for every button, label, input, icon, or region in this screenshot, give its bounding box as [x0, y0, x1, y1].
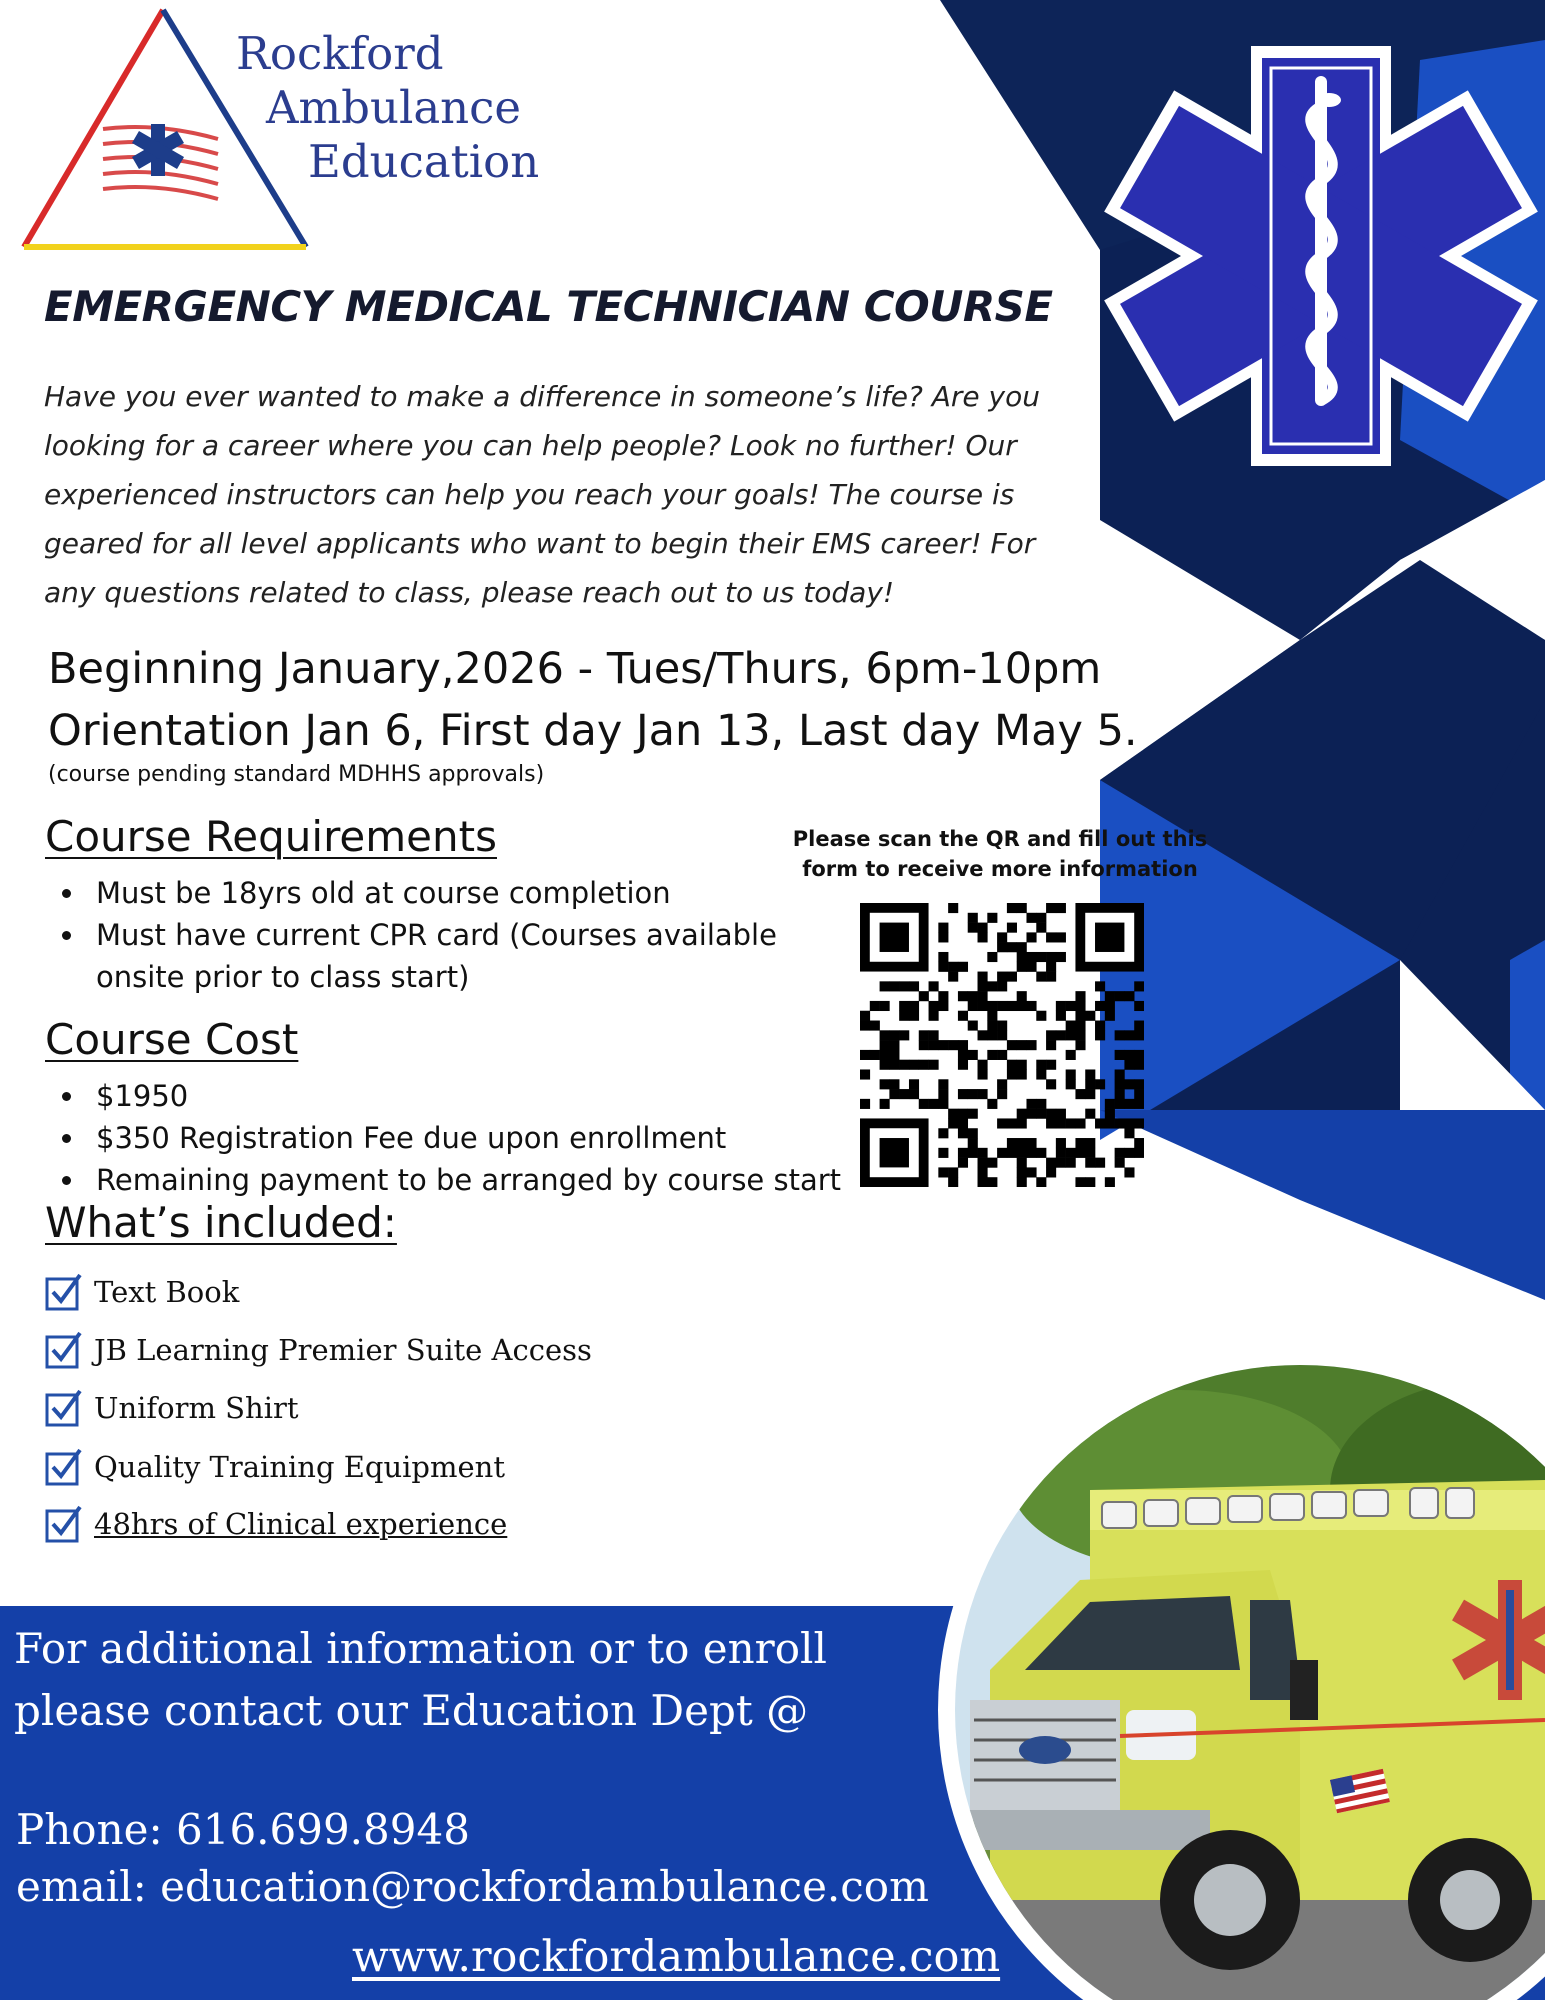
list-item: Remaining payment to be arranged by course start — [44, 1159, 864, 1201]
website-link[interactable]: www.rockfordambulance.com — [352, 1932, 1001, 1982]
list-item: $1950 — [44, 1075, 864, 1117]
included-heading: What’s included: — [45, 1198, 397, 1247]
checkbox-checked-icon — [44, 1330, 84, 1370]
cost-heading: Course Cost — [45, 1015, 299, 1064]
approval-note: (course pending standard MDHHS approvals) — [48, 762, 545, 787]
checkbox-checked-icon — [44, 1388, 84, 1428]
star-of-life-icon — [132, 124, 184, 176]
included-item — [44, 1270, 239, 1314]
requirements-heading: Course Requirements — [45, 812, 497, 861]
included-item-label: Text Book — [94, 1275, 240, 1309]
cost-list — [44, 1075, 864, 1201]
logo-line-3: Education — [308, 135, 540, 188]
included-item-label: 48hrs of Clinical experience — [94, 1507, 508, 1541]
qr-code[interactable] — [860, 903, 1144, 1187]
contact-line-1: For additional information or to enroll — [14, 1624, 827, 1673]
star-of-life-icon — [1098, 46, 1544, 466]
qr-caption: Please scan the QR and fill out this form to receive more information — [792, 827, 1208, 881]
logo-line-1: Rockford — [236, 27, 444, 80]
contact-email[interactable]: email: education@rockfordambulance.com — [16, 1862, 929, 1911]
list-item: Must be 18yrs old at course completion — [44, 872, 814, 914]
included-item-label: Uniform Shirt — [94, 1391, 299, 1425]
checkbox-checked-icon — [44, 1504, 84, 1544]
checkbox-checked-icon — [44, 1272, 84, 1312]
included-item-label: Quality Training Equipment — [94, 1450, 505, 1484]
included-item-label: JB Learning Premier Suite Access — [94, 1333, 592, 1367]
schedule-line-2: Orientation Jan 6, First day Jan 13, Last day May 5. — [48, 706, 1138, 756]
page-title: EMERGENCY MEDICAL TECHNICIAN COURSE — [44, 282, 1053, 331]
schedule-block — [48, 638, 1138, 762]
requirements-list — [44, 872, 814, 998]
included-item — [44, 1386, 299, 1430]
schedule-line-1: Beginning January,2026 - Tues/Thurs, 6pm-10pm — [48, 644, 1102, 694]
included-item — [44, 1445, 505, 1489]
contact-phone[interactable]: Phone: 616.699.8948 — [16, 1805, 470, 1854]
intro-paragraph: Have you ever wanted to make a difference in someone’s life? Are you looking for a career where you can help people? Look no further! Our experienced instructors can help you reach your goals! The course is geared for all level applicants who want to begin their EMS career! For any questions related to class, please reach out to us today! — [44, 380, 1040, 609]
list-item: $350 Registration Fee due upon enrollment — [44, 1117, 864, 1159]
contact-line-2: please contact our Education Dept @ — [14, 1686, 809, 1735]
included-item — [44, 1502, 507, 1546]
logo-line-2: Ambulance — [266, 81, 521, 134]
included-item — [44, 1328, 592, 1372]
list-item: Must have current CPR card (Courses available onsite prior to class start) — [44, 914, 814, 998]
checkbox-checked-icon — [44, 1447, 84, 1487]
ambulance-photo — [930, 1340, 1545, 2000]
